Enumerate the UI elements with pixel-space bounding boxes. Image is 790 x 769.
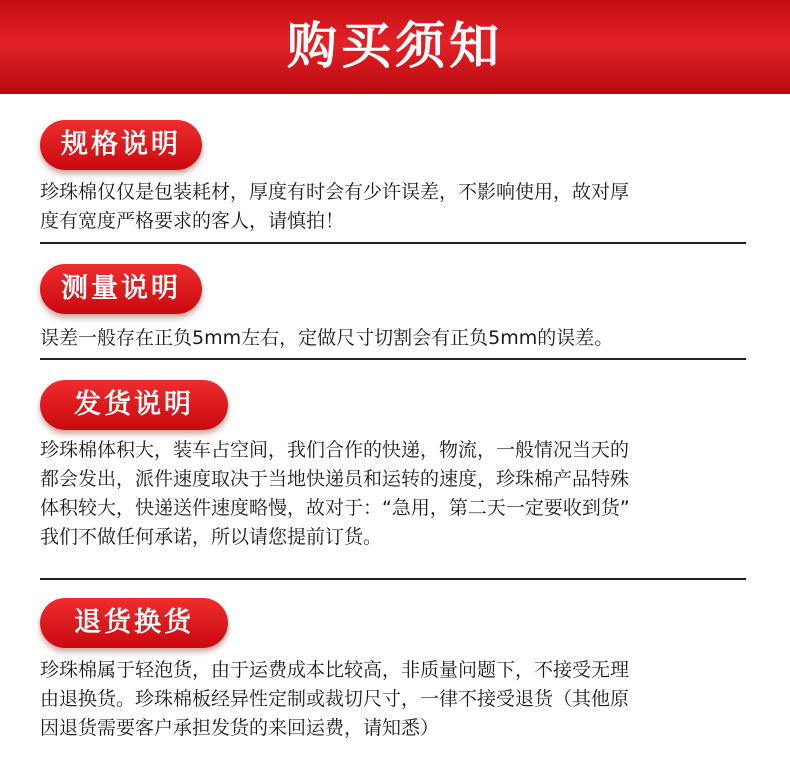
divider — [40, 358, 746, 360]
body-line: 都会发出，派件速度取决于当地快递员和运转的速度，珍珠棉产品特殊 — [40, 468, 630, 490]
section-body-shipping — [40, 436, 760, 552]
section-title-shipping: 发货说明 — [40, 380, 228, 430]
body-line: 体积较大，快递送件速度略慢，故对于：“急用，第二天一定要收到货” — [40, 497, 630, 519]
section-body-measure — [40, 324, 760, 353]
body-line: 我们不做任何承诺，所以请您提前订货。 — [40, 526, 383, 548]
header-banner — [0, 0, 790, 94]
section-body-spec — [40, 178, 760, 236]
body-line: 误差一般存在正负5mm左右，定做尺寸切割会有正负5mm的误差。 — [40, 327, 614, 349]
section-measure — [0, 264, 790, 364]
section-title-returns: 退货换货 — [40, 598, 228, 648]
section-title-spec: 规格说明 — [40, 120, 202, 170]
page-title: 购买须知 — [287, 17, 503, 75]
section-title-measure: 测量说明 — [40, 264, 202, 314]
body-line: 珍珠棉体积大，装车占空间，我们合作的快递，物流，一般情况当天的 — [40, 439, 630, 461]
body-line: 珍珠棉属于轻泡货，由于运费成本比较高，非质量问题下，不接受无理 — [40, 659, 630, 681]
divider — [40, 242, 746, 244]
section-spec — [0, 120, 790, 250]
body-line: 因退货需要客户承担发货的来回运费，请知悉） — [40, 717, 440, 739]
body-line: 珍珠棉仅仅是包装耗材，厚度有时会有少许误差，不影响使用，故对厚 — [40, 181, 630, 203]
section-shipping — [0, 380, 790, 590]
divider — [40, 578, 746, 580]
body-line: 由退换货。珍珠棉板经异性定制或裁切尺寸，一律不接受退货（其他原 — [40, 688, 630, 710]
body-line: 度有宽度严格要求的客人，请慎拍！ — [40, 210, 345, 232]
section-returns — [0, 598, 790, 758]
section-body-returns — [40, 656, 760, 743]
